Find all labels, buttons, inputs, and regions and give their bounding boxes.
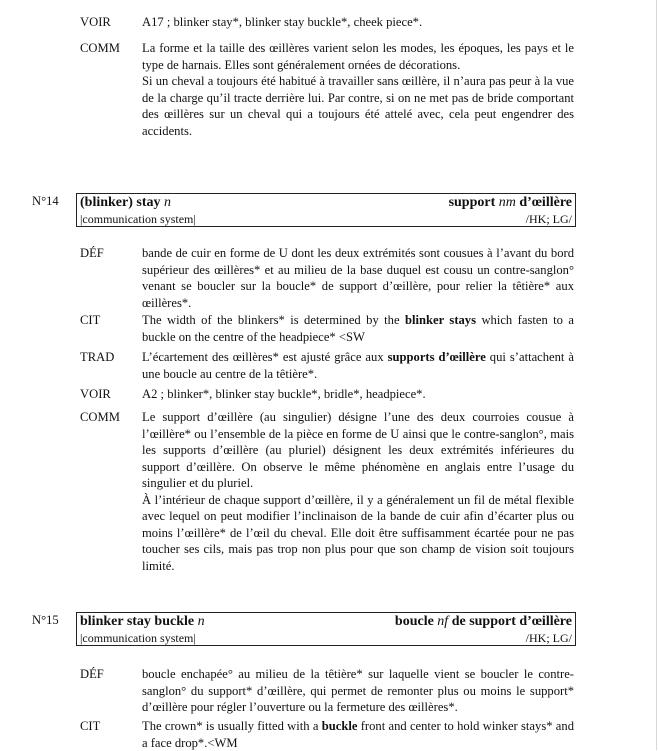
comm-paragraph: À l’intérieur de chaque support d’œillère, il y a généralement un fil de métal flexible avec lequel on peut modifier l’inclinaison de la bande de cuir afin d’écarter plus ou moins l’œillère* de l’œil du cheval. Elle doit être suffisamment écartée pour ne pas toucher ses cils, mais pas trop non plus pour que son champ de vision soit toujours limité.	[142, 492, 574, 573]
voir-text: A2 ; blinker*, blinker stay buckle*, bridle*, headpiece*.	[142, 387, 426, 401]
cit-label: CIT	[80, 313, 101, 327]
trad-pre: L’écartement des œillères* est ajusté grâce aux	[142, 350, 388, 364]
english-term-text: (blinker) stay	[80, 195, 161, 210]
cit-term: blinker stays	[405, 313, 477, 327]
source: /HK; LG/	[525, 212, 572, 226]
voir-text: A17 ; blinker stay*, blinker stay buckle*, cheek piece*.	[142, 15, 423, 29]
comm-label: COMM	[80, 410, 120, 424]
entry-number: N°14	[32, 194, 59, 208]
comm-text	[142, 409, 574, 574]
english-term-text: blinker stay buckle	[80, 614, 195, 629]
term-box	[76, 193, 576, 227]
trad-label: TRAD	[80, 350, 115, 364]
comm-paragraph: Si un cheval a toujours été habitué à travailler sans œillère, il n’aura pas peur à la vue de la charge qu’il tracte derrière lui. Par contre, si on ne met pas de bride comportant des œillères sur un cheval qui a toujours été attelé avec, cela peut engendrer des accidents.	[142, 74, 574, 138]
french-pos: nm	[498, 195, 516, 210]
def-text: bande de cuir en forme de U dont les deux extrémités sont cousues à l’avant du bord supérieur des œillères* et au milieu de la base duquel est cousu un contre-sanglon° venant se boucler sur la boucle* de support d’œillère, pour relier la têtière* aux œillères*.	[142, 246, 574, 310]
cit-label: CIT	[80, 719, 101, 733]
english-pos: n	[197, 614, 205, 629]
cit-text	[142, 312, 574, 345]
term-box	[76, 612, 576, 646]
comm-paragraph: La forme et la taille des œillères varient selon les modes, les époques, les pays et le type de harnais. Elles sont généralement ornées de décorations.	[142, 41, 574, 72]
comm-text	[142, 40, 574, 139]
def-label: DÉF	[80, 667, 104, 681]
french-term-text: support	[448, 195, 496, 210]
def-label: DÉF	[80, 246, 104, 260]
trad-text	[142, 349, 574, 382]
domain: |communication system|	[80, 212, 196, 226]
domain: |communication system|	[80, 631, 196, 645]
cit-text	[142, 718, 574, 751]
comm-label: COMM	[80, 41, 120, 55]
source: /HK; LG/	[525, 631, 572, 645]
english-term	[80, 195, 171, 212]
english-pos: n	[164, 195, 171, 210]
voir-label: VOIR	[80, 387, 111, 401]
french-term-text-2: d’œillère	[519, 195, 572, 210]
entry-number: N°15	[32, 613, 59, 627]
french-term-text-2: de support d’œillère	[451, 614, 572, 629]
cit-pre: The width of the blinkers* is determined by the	[142, 313, 406, 327]
cit-post: which fasten to a buckle on the centre of the headpiece* <SW	[142, 313, 575, 344]
french-pos: nf	[437, 614, 449, 629]
voir-label: VOIR	[80, 15, 111, 29]
trad-term: supports d’œillère	[387, 350, 486, 364]
cit-pre: The crown* is usually fitted with a	[142, 719, 322, 733]
trad-post: qui s’attachent à une boucle au centre de la têtière*.	[142, 350, 575, 381]
cit-post: front and center to hold winker stays* and a face drop*.<WM	[142, 719, 574, 750]
french-term-text: boucle	[394, 614, 434, 629]
french-term	[395, 614, 572, 631]
def-text: boucle enchapée° au milieu de la têtière* sur laquelle vient se boucler le contre-sanglon° du support* d’œillère, qui permet de remonter plus ou moins le support* d’œillère pour régler l’ouverture ou la fermeture des œillères*.	[142, 667, 574, 714]
english-term	[80, 614, 205, 631]
comm-paragraph: Le support d’œillère (au singulier) désigne l’une des deux courroies cousue à l’œillère* ou l’ensemble de la pièce en forme de U ainsi que le contre-sanglon°, mais les supports d’œillère (au pluriel) désignent les deux extrémités inférieures du support d’œillère. On observe le même phénomène en anglais entre l’usage du singulier et du pluriel.	[142, 410, 574, 490]
cit-term: buckle	[321, 719, 358, 733]
french-term	[449, 195, 572, 212]
